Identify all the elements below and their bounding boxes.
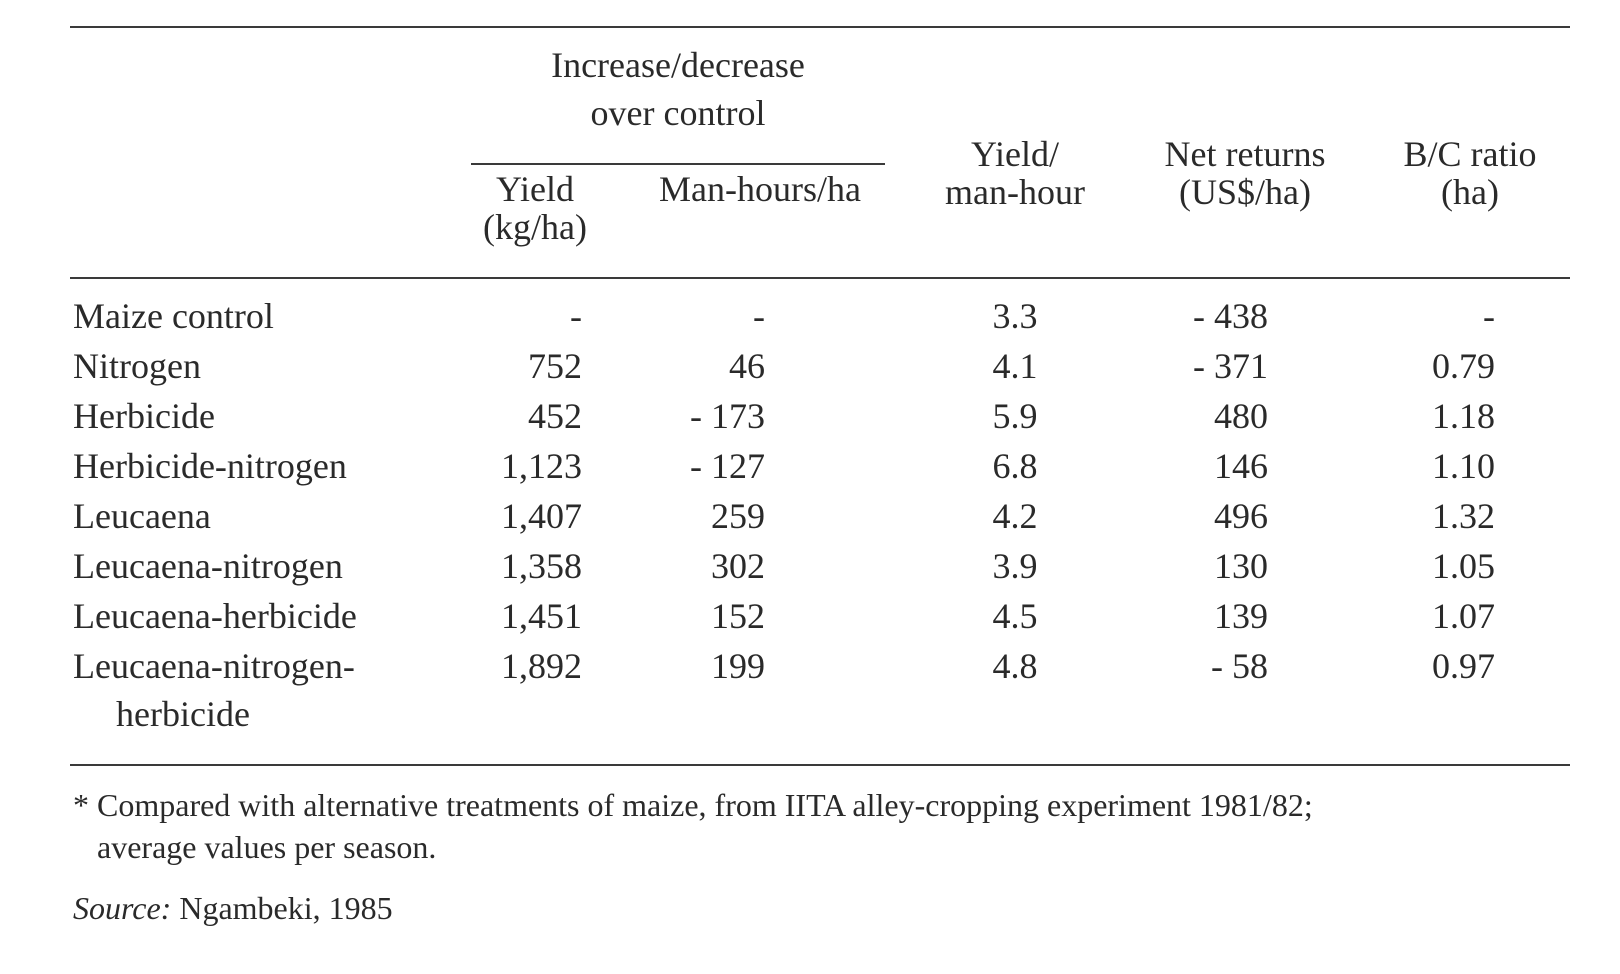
cell-yield-per-manhour: 6.8 (992, 446, 1038, 486)
cell-manhours: 199 (711, 646, 765, 686)
footnote-line1: * Compared with alternative treatments of maize, from IITA alley-cropping experiment 1981/82; (73, 787, 1313, 823)
cell-yield: 1,407 (501, 496, 582, 536)
col-header-net-returns (1140, 135, 1350, 211)
row-label: Nitrogen (73, 346, 201, 386)
cell-net-returns: - 58 (1211, 646, 1268, 686)
header-bottom-rule (70, 277, 1570, 279)
cell-yield: 1,892 (501, 646, 582, 686)
col-header-yield-line1: Yield (496, 169, 574, 209)
cell-yield-per-manhour: 4.2 (992, 496, 1038, 536)
cell-bc-ratio: 0.97 (1432, 646, 1495, 686)
source-text: Ngambeki, 1985 (179, 890, 393, 926)
cell-yield: 452 (528, 396, 582, 436)
cell-bc-ratio: 0.79 (1432, 346, 1495, 386)
cell-manhours: 46 (729, 346, 765, 386)
cell-yield: - (570, 296, 582, 336)
cell-net-returns: 130 (1214, 546, 1268, 586)
cell-net-returns: - 438 (1193, 296, 1268, 336)
cell-net-returns: 146 (1214, 446, 1268, 486)
col-header-bc-line1: B/C ratio (1403, 134, 1537, 174)
table-row (0, 646, 1620, 736)
cell-yield: 752 (528, 346, 582, 386)
table-bottom-rule (70, 764, 1570, 766)
table-row (0, 296, 1620, 336)
group-header-line1: Increase/decrease (551, 45, 805, 85)
source-label: Source: (73, 890, 172, 926)
cell-bc-ratio: 1.10 (1432, 446, 1495, 486)
table-row (0, 496, 1620, 536)
table-row (0, 546, 1620, 586)
table-row (0, 446, 1620, 486)
col-header-ypmh-line2: man-hour (945, 172, 1085, 212)
group-header-underline (471, 163, 885, 165)
cell-manhours: 259 (711, 496, 765, 536)
col-header-net-line1: Net returns (1164, 134, 1326, 174)
col-header-bc-line2: (ha) (1441, 172, 1499, 212)
col-header-yield-per-manhour (920, 135, 1110, 211)
cell-bc-ratio: - (1483, 296, 1495, 336)
cell-yield: 1,451 (501, 596, 582, 636)
cell-yield-per-manhour: 4.5 (992, 596, 1038, 636)
group-header-line2: over control (590, 93, 766, 133)
cell-net-returns: 496 (1214, 496, 1268, 536)
row-label: Leucaena (73, 496, 211, 536)
table-row (0, 396, 1620, 436)
footnote (73, 784, 1573, 868)
col-header-net-line2: (US$/ha) (1179, 172, 1311, 212)
row-label: Maize control (73, 296, 274, 336)
cell-yield-per-manhour: 4.1 (992, 346, 1038, 386)
row-label: Leucaena-nitrogen- (73, 646, 355, 686)
footnote-line2: average values per season. (97, 829, 437, 865)
cell-yield-per-manhour: 5.9 (992, 396, 1038, 436)
cell-net-returns: - 371 (1193, 346, 1268, 386)
cell-manhours: 302 (711, 546, 765, 586)
row-label: Leucaena-herbicide (73, 596, 357, 636)
table-row (0, 346, 1620, 386)
cell-yield: 1,358 (501, 546, 582, 586)
row-label: Leucaena-nitrogen (73, 546, 343, 586)
col-header-manhours (630, 170, 890, 208)
cell-yield: 1,123 (501, 446, 582, 486)
col-header-manhours-line1: Man-hours/ha (659, 169, 861, 209)
row-label-continuation: herbicide (116, 694, 250, 734)
source-citation (73, 888, 393, 928)
row-label: Herbicide (73, 396, 215, 436)
cell-bc-ratio: 1.07 (1432, 596, 1495, 636)
cell-manhours: - 173 (690, 396, 765, 436)
cell-bc-ratio: 1.32 (1432, 496, 1495, 536)
cell-yield-per-manhour: 4.8 (992, 646, 1038, 686)
col-header-ypmh-line1: Yield/ (971, 134, 1059, 174)
row-label: Herbicide-nitrogen (73, 446, 347, 486)
group-header (468, 46, 888, 132)
cell-manhours: 152 (711, 596, 765, 636)
col-header-yield (450, 170, 620, 246)
table-top-rule (70, 26, 1570, 28)
table-row (0, 596, 1620, 636)
col-header-bc-ratio (1380, 135, 1560, 211)
cell-yield-per-manhour: 3.9 (992, 546, 1038, 586)
cell-net-returns: 480 (1214, 396, 1268, 436)
cell-yield-per-manhour: 3.3 (992, 296, 1038, 336)
cell-manhours: - (753, 296, 765, 336)
cell-manhours: - 127 (690, 446, 765, 486)
cell-bc-ratio: 1.05 (1432, 546, 1495, 586)
col-header-yield-line2: (kg/ha) (483, 207, 587, 247)
cell-net-returns: 139 (1214, 596, 1268, 636)
cell-bc-ratio: 1.18 (1432, 396, 1495, 436)
